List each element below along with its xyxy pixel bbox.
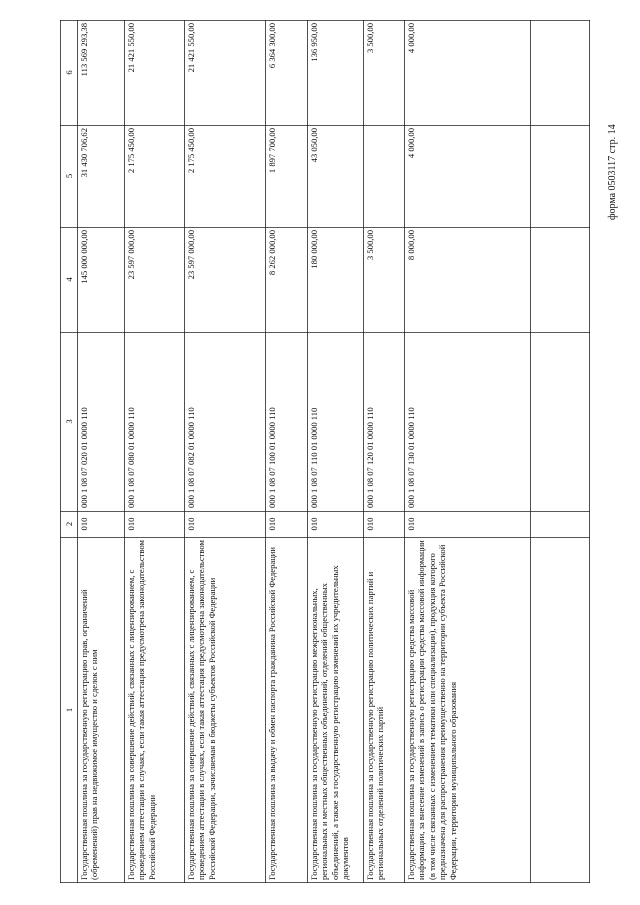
budget-classification-code-cell: 000 1 08 07 082 01 0000 110 bbox=[186, 407, 196, 508]
approved-amount-cell: 3 500,00 bbox=[365, 230, 375, 261]
unexecuted-amount-cell: 3 500,00 bbox=[365, 23, 375, 54]
approved-amount-cell: 180 000,00 bbox=[309, 230, 319, 269]
executed-amount-cell: 2 175 450,00 bbox=[186, 128, 196, 174]
unexecuted-amount-cell: 113 569 293,38 bbox=[79, 23, 89, 77]
budget-classification-code-cell: 000 1 08 07 120 01 0000 110 bbox=[365, 407, 375, 508]
column-header-5: 5 bbox=[64, 173, 74, 179]
approved-amount-cell: 23 597 000,00 bbox=[186, 230, 196, 280]
executed-amount-cell: 43 050,00 bbox=[309, 128, 319, 163]
revenue-name-cell: Государственная пошлина за государственную регистрацию межрегиональных, региональных и местных общественных объединений, отделений общественных объединений, а также за государственную регистрацию изменений их учредительных документов bbox=[309, 565, 351, 880]
column-header-3: 3 bbox=[64, 419, 74, 424]
approved-amount-cell: 23 597 000,00 bbox=[126, 230, 136, 280]
executed-amount-cell: 31 430 706,62 bbox=[79, 128, 89, 178]
revenue-name-cell: Государственная пошлина за государственную регистрацию средства массовой информации, за внесение изменений в запись о регистрации средства массовой информации (в том числе связанных с изменением тематики или специализации), продукция которого предназначена для распространения преимущественно на территории субъекта Российской Федерации, территории муниципального образования bbox=[406, 540, 458, 880]
line-code-cell: 010 bbox=[365, 517, 375, 531]
budget-classification-code-cell: 000 1 08 07 020 01 0000 110 bbox=[79, 407, 89, 508]
unexecuted-amount-cell: 6 364 300,00 bbox=[267, 23, 277, 69]
budget-revenue-table bbox=[60, 20, 590, 883]
unexecuted-amount-cell: 136 950,00 bbox=[309, 23, 319, 62]
revenue-name-cell: Государственная пошлина за совершение действий, связанных с лицензированием, с проведением аттестации в случаях, если такая аттестация предусмотрена законодательством Российской Федерации, зачисляемая в бюджеты субъектов Российской Федерации bbox=[186, 540, 217, 880]
unexecuted-amount-cell: 21 421 550,00 bbox=[126, 23, 136, 73]
budget-classification-code-cell: 000 1 08 07 080 01 0000 110 bbox=[126, 407, 136, 508]
revenue-name-cell: Государственная пошлина за выдачу и обмен паспорта гражданина Российской Федерации bbox=[267, 547, 277, 880]
form-page-header bbox=[604, 20, 622, 220]
approved-amount-cell: 8 000,00 bbox=[406, 230, 416, 261]
line-code-cell: 010 bbox=[309, 517, 319, 531]
executed-amount-cell: 4 000,00 bbox=[406, 128, 416, 159]
revenue-name-cell: Государственная пошлина за государственную регистрацию прав, ограничений (обременений) прав на недвижимое имущество и сделок с ним bbox=[79, 589, 100, 880]
budget-classification-code-cell: 000 1 08 07 110 01 0000 110 bbox=[309, 407, 319, 508]
approved-amount-cell: 8 262 000,00 bbox=[267, 230, 277, 276]
column-header-4: 4 bbox=[64, 277, 74, 282]
form-page-header-text: форма 0503117 стр. 14 bbox=[607, 124, 618, 220]
revenue-name-cell: Государственная пошлина за государственную регистрацию политических партий и региональных отделений политических партий bbox=[365, 571, 386, 880]
column-header-1: 1 bbox=[64, 707, 74, 713]
line-code-cell: 010 bbox=[406, 517, 416, 531]
column-header-6: 6 bbox=[64, 70, 74, 75]
revenue-name-cell: Государственная пошлина за совершение действий, связанных с лицензированием, с проведением аттестации в случаях, если такая аттестация предусмотрена законодательством Российской Федерации bbox=[126, 540, 157, 880]
approved-amount-cell: 145 000 000,00 bbox=[79, 230, 89, 284]
line-code-cell: 010 bbox=[79, 517, 89, 531]
unexecuted-amount-cell: 21 421 550,00 bbox=[186, 23, 196, 73]
line-code-cell: 010 bbox=[126, 517, 136, 531]
executed-amount-cell: 2 175 450,00 bbox=[126, 128, 136, 174]
line-code-cell: 010 bbox=[186, 517, 196, 531]
line-code-cell: 010 bbox=[267, 517, 277, 531]
budget-classification-code-cell: 000 1 08 07 130 01 0000 110 bbox=[406, 407, 416, 508]
executed-amount-cell: 1 897 700,00 bbox=[267, 128, 277, 174]
unexecuted-amount-cell: 4 000,00 bbox=[406, 23, 416, 54]
column-header-2: 2 bbox=[64, 521, 74, 527]
budget-classification-code-cell: 000 1 08 07 100 01 0000 110 bbox=[267, 407, 277, 508]
